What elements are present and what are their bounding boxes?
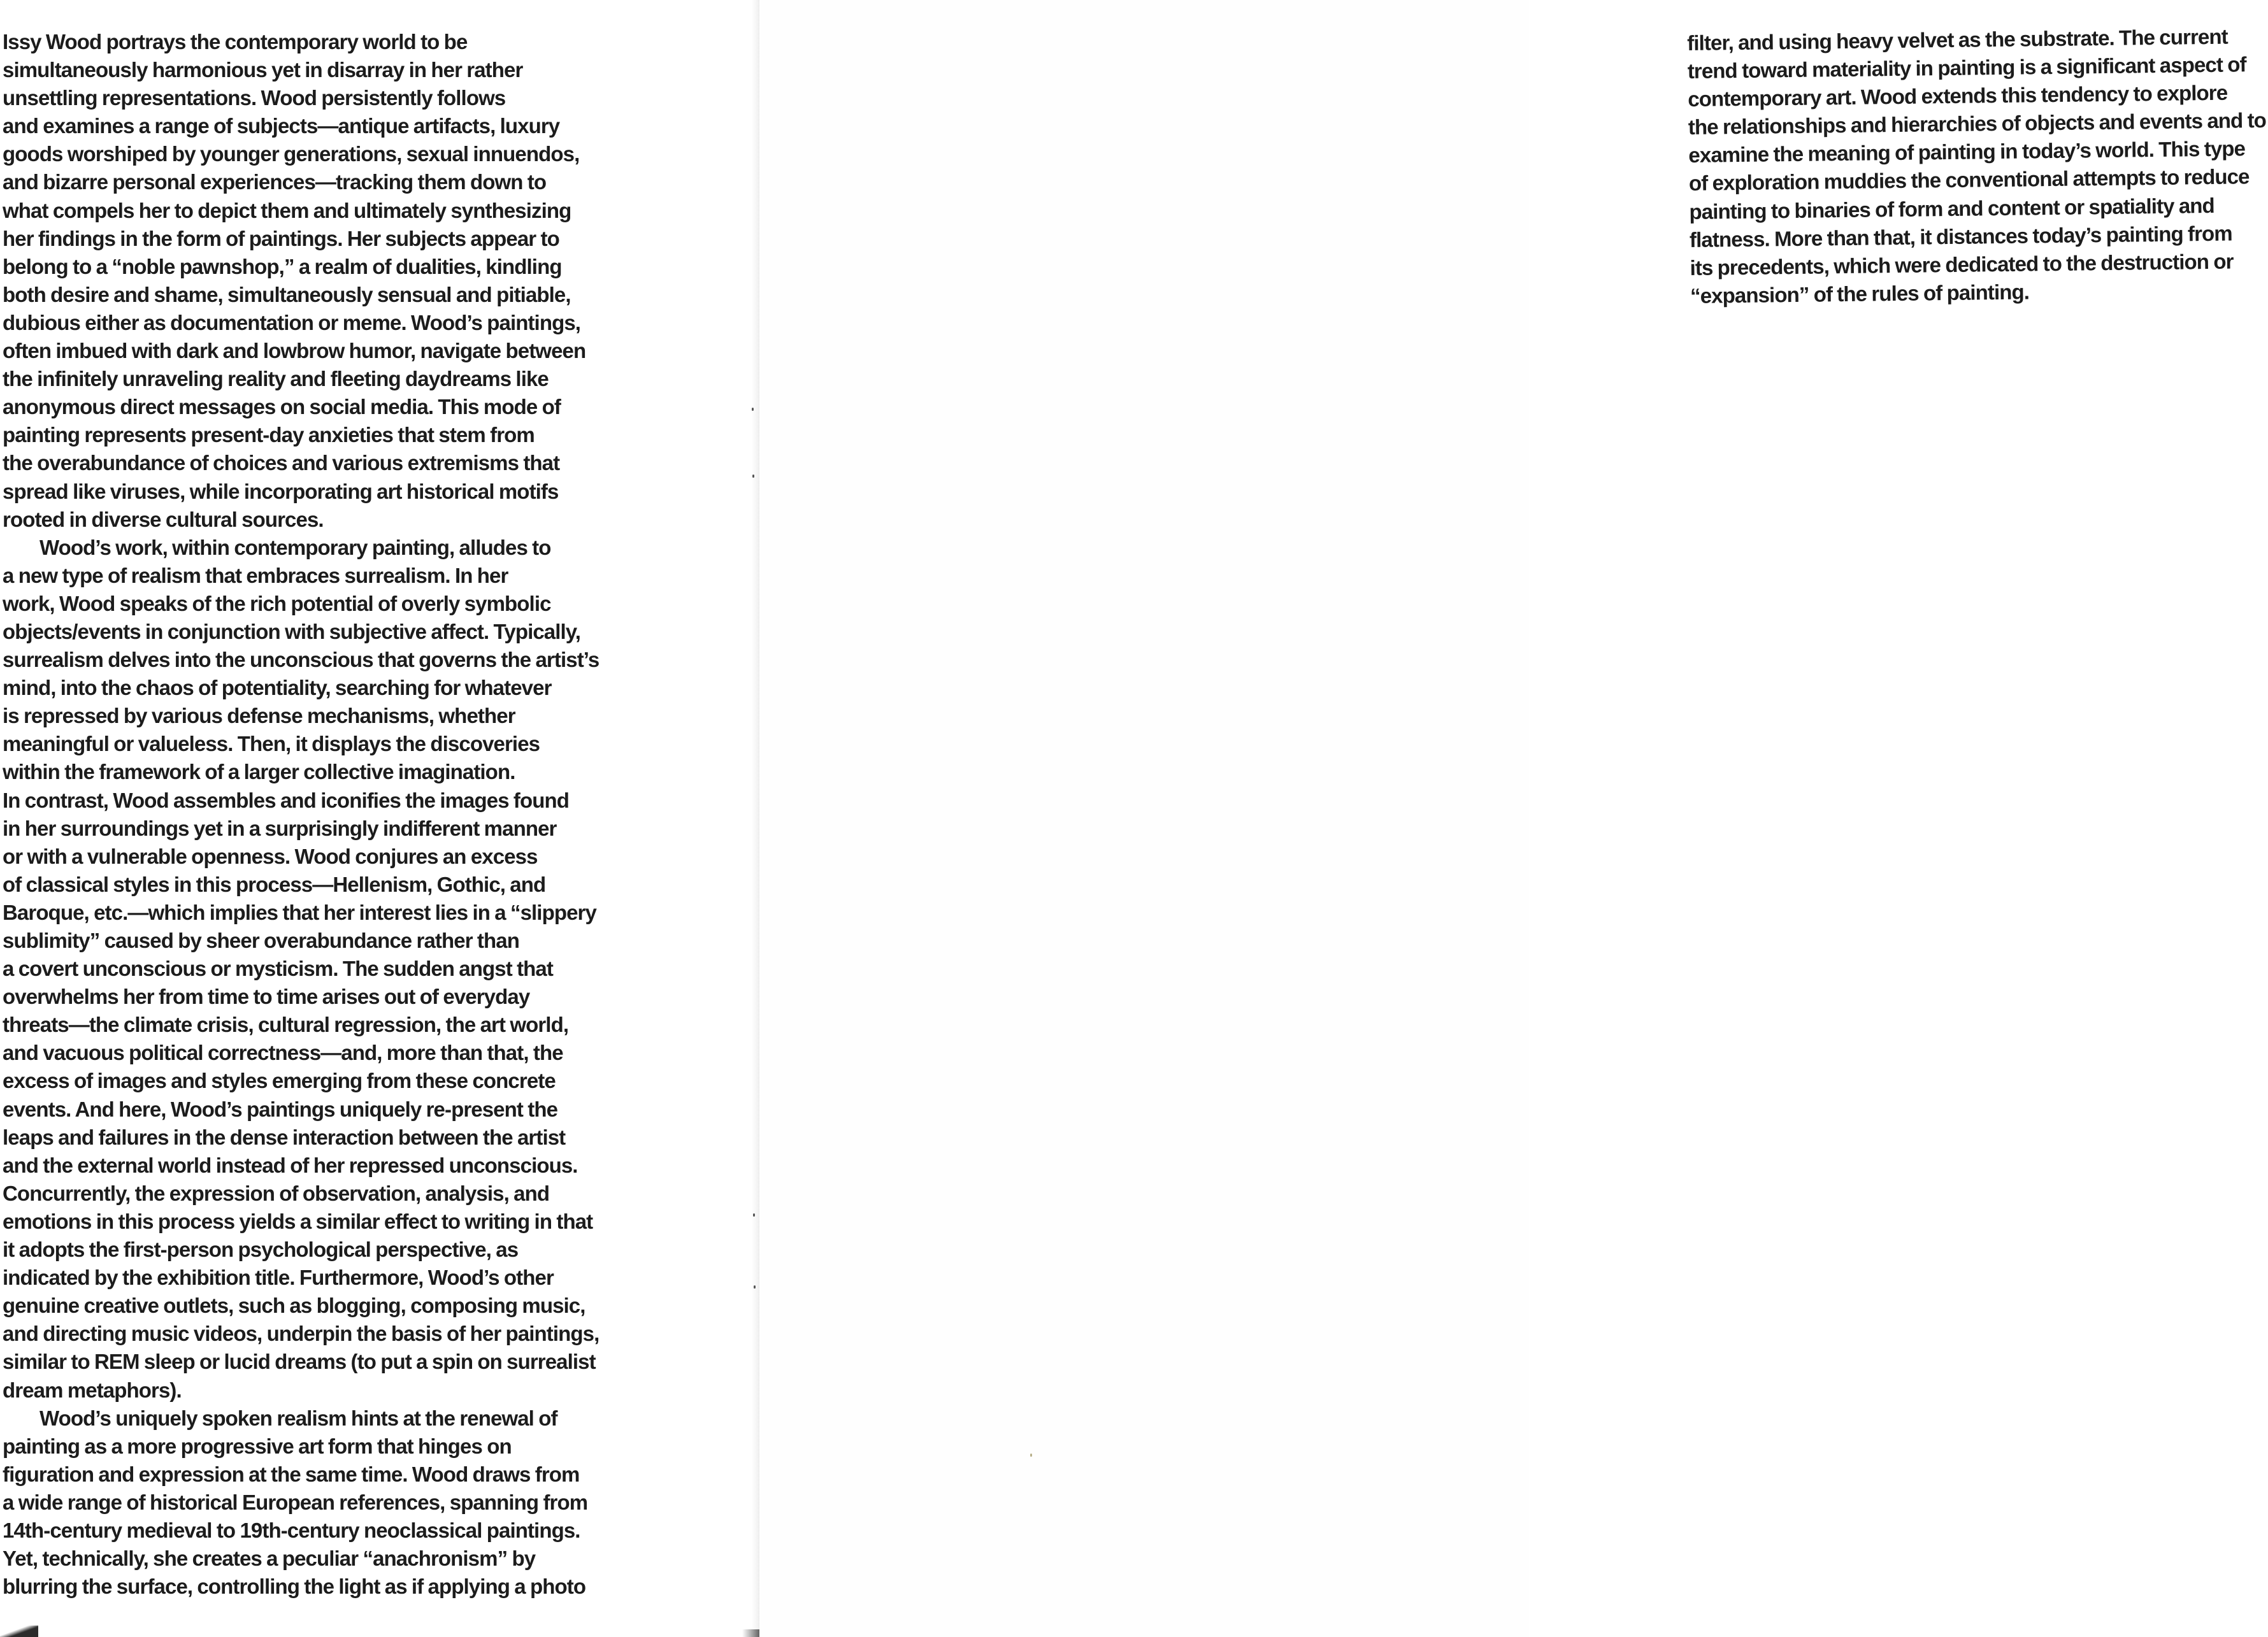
text-line: a covert unconscious or mysticism. The sudden angst that (3, 957, 553, 981)
text-line: painting as a more progressive art form that hinges on (3, 1434, 512, 1458)
text-line: her findings in the form of paintings. Her subjects appear to (3, 226, 559, 250)
left-page (0, 0, 758, 1637)
right-page-text-column (1687, 22, 2267, 310)
binding-hole-mark (754, 1285, 756, 1289)
text-line: simultaneously harmonious yet in disarray in her rather (3, 58, 523, 82)
text-line: flatness. More than that, it distances today’s painting from (1689, 221, 2232, 252)
paragraph (1687, 22, 2267, 310)
text-line: a wide range of historical European references, spanning from (3, 1490, 588, 1514)
text-line: work, Wood speaks of the rich potential of overly symbolic (3, 591, 551, 615)
text-line: sublimity” caused by sheer overabundance rather than (3, 929, 519, 952)
text-line: or with a vulnerable openness. Wood conjures an excess (3, 844, 538, 868)
text-line: anonymous direct messages on social media. This mode of (3, 395, 561, 419)
text-line: “expansion” of the rules of painting. (1690, 280, 2030, 308)
text-line: unsettling representations. Wood persistently follows (3, 86, 506, 110)
text-line: examine the meaning of painting in today’s world. This type (1688, 136, 2246, 168)
text-line: figuration and expression at the same time. Wood draws from (3, 1462, 580, 1486)
text-line: its precedents, which were dedicated to the destruction or (1690, 249, 2234, 280)
text-line: Wood’s uniquely spoken realism hints at the renewal of (39, 1406, 557, 1430)
text-line: of classical styles in this process—Hellenism, Gothic, and (3, 872, 546, 896)
binding-hole-mark (752, 475, 754, 478)
text-line: mind, into the chaos of potentiality, searching for whatever (3, 676, 552, 700)
page-corner-shadow (0, 1626, 38, 1637)
left-page-text-column (3, 28, 640, 1601)
text-line: genuine creative outlets, such as blogging, composing music, (3, 1294, 585, 1318)
text-line: Concurrently, the expression of observation, analysis, and (3, 1181, 550, 1205)
text-line: surrealism delves into the unconscious that governs the artist’s (3, 648, 599, 672)
text-line: emotions in this process yields a similar effect to writing in that (3, 1209, 593, 1233)
text-line: painting to binaries of form and content or spatiality and (1689, 193, 2215, 224)
text-line: and vacuous political correctness—and, more than that, the (3, 1041, 563, 1065)
text-line: Baroque, etc.—which implies that her interest lies in a “slippery (3, 900, 596, 924)
text-line: the overabundance of choices and various extremisms that (3, 451, 560, 475)
text-line: often imbued with dark and lowbrow humor, navigate between (3, 339, 586, 363)
text-line: overwhelms her from time to time arises out of everyday (3, 985, 530, 1009)
text-line: In contrast, Wood assembles and iconifies the images found (3, 788, 570, 812)
text-line: contemporary art. Wood extends this tendency to explore (1688, 80, 2228, 111)
text-line: threats—the climate crisis, cultural regression, the art world, (3, 1013, 569, 1037)
text-line: rooted in diverse cultural sources. (3, 507, 324, 531)
text-line: spread like viruses, while incorporating art historical motifs (3, 479, 559, 503)
text-line: meaningful or valueless. Then, it displays the discoveries (3, 732, 540, 756)
text-line: Yet, technically, she creates a peculiar “anachronism” by (3, 1547, 536, 1571)
paragraph (3, 28, 640, 534)
text-line: it adopts the first-person psychological perspective, as (3, 1238, 519, 1262)
text-line: events. And here, Wood’s paintings uniquely re-present the (3, 1097, 558, 1121)
text-line: in her surroundings yet in a surprisingly indifferent manner (3, 816, 557, 840)
paper-speck (1030, 1454, 1032, 1457)
right-page (759, 0, 2267, 1637)
text-line: goods worshiped by younger generations, sexual innuendos, (3, 142, 580, 166)
text-line: Issy Wood portrays the contemporary world to be (3, 30, 468, 54)
text-line: trend toward materiality in painting is a significant aspect of (1687, 52, 2246, 83)
text-line: blurring the surface, controlling the light as if applying a photo (3, 1575, 586, 1599)
text-line: and examines a range of subjects—antique artifacts, luxury (3, 114, 560, 138)
paragraph (3, 1405, 640, 1601)
text-line: objects/events in conjunction with subjective affect. Typically, (3, 619, 581, 643)
paragraph (3, 534, 640, 1405)
text-line: excess of images and styles emerging from these concrete (3, 1069, 556, 1093)
text-line: indicated by the exhibition title. Furthermore, Wood’s other (3, 1266, 554, 1290)
text-line: the relationships and hierarchies of objects and events and to (1688, 108, 2267, 139)
text-line: the infinitely unraveling reality and fleeting daydreams like (3, 367, 549, 391)
text-line: and bizarre personal experiences—tracking them down to (3, 170, 547, 194)
binding-hole-mark (752, 408, 754, 411)
text-line: filter, and using heavy velvet as the substrate. The current (1687, 24, 2228, 55)
binding-hole-mark (753, 1213, 755, 1217)
text-line: belong to a “noble pawnshop,” a realm of dualities, kindling (3, 254, 562, 278)
text-line: both desire and shame, simultaneously sensual and pitiable, (3, 282, 571, 306)
text-line: is repressed by various defense mechanisms, whether (3, 704, 515, 728)
text-line: 14th-century medieval to 19th-century neoclassical paintings. (3, 1518, 580, 1542)
text-line: what compels her to depict them and ultimately synthesizing (3, 198, 571, 222)
text-line: a new type of realism that embraces surrealism. In her (3, 563, 508, 587)
text-line: and directing music videos, underpin the basis of her paintings, (3, 1322, 599, 1346)
text-line: and the external world instead of her repressed unconscious. (3, 1153, 578, 1177)
text-line: within the framework of a larger collective imagination. (3, 760, 515, 784)
text-line: painting represents present-day anxieties that stem from (3, 423, 535, 447)
text-line: leaps and failures in the dense interaction between the artist (3, 1125, 566, 1149)
text-line: dream metaphors). (3, 1378, 182, 1402)
text-line: of exploration muddies the conventional attempts to reduce (1688, 164, 2250, 196)
text-line: Wood’s work, within contemporary painting, alludes to (39, 535, 551, 559)
text-line: dubious either as documentation or meme. Wood’s paintings, (3, 310, 581, 334)
text-line: similar to REM sleep or lucid dreams (to put a spin on surrealist (3, 1350, 596, 1374)
